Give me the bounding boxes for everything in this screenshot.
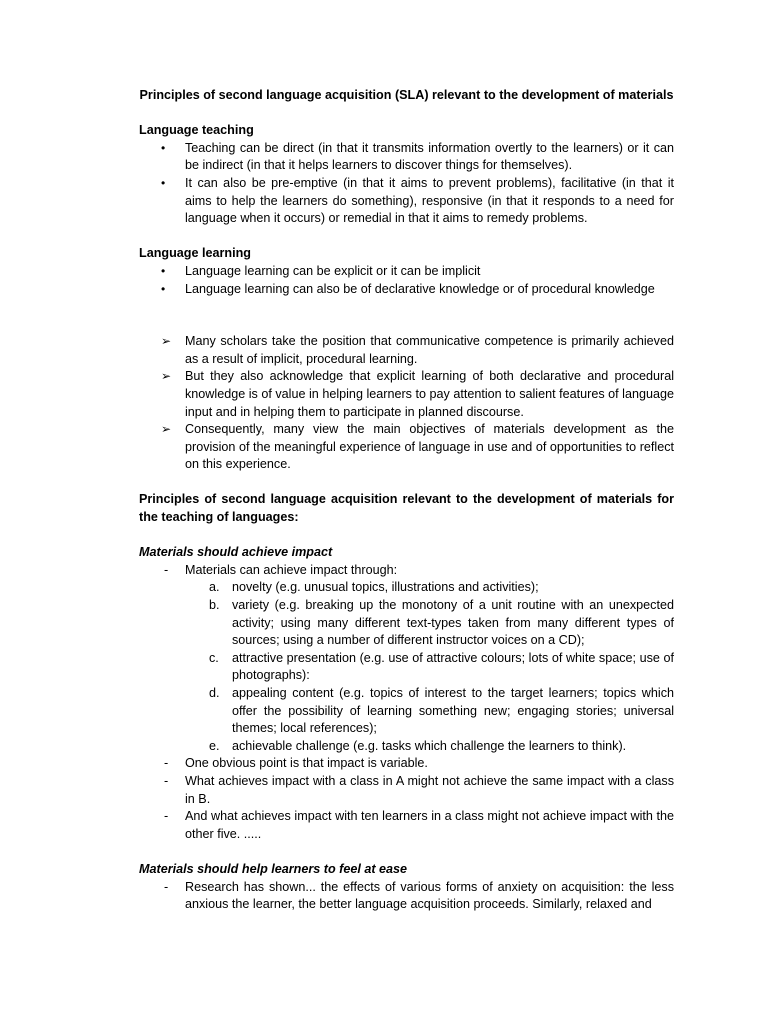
list-item: • Language learning can also be of declarative knowledge or of procedural knowledge <box>139 281 674 299</box>
dash-bullet: - <box>164 809 169 824</box>
impact-list <box>139 562 674 580</box>
bullet-icon: • <box>161 263 166 278</box>
arrow-bullet-icon: ➢ <box>161 369 172 384</box>
principles-heading: Principles of second language acquisition relevant to the development of materials for the teaching of languages: <box>139 492 674 525</box>
heading-language-teaching: Language teaching <box>139 123 254 138</box>
bullet-icon: • <box>161 140 166 155</box>
arrow-list <box>139 333 674 474</box>
impact-more-list <box>139 755 674 843</box>
list-item: b. variety (e.g. breaking up the monotony of a unit routine with an unexpected activity; using many different text-types taken from many different types of sources; using a number of different instructor voices on a CD); <box>209 598 674 648</box>
list-item: ➢ Many scholars take the position that communicative competence is primarily achieved as a result of implicit, procedural learning. <box>161 334 674 366</box>
document-title: Principles of second language acquisition (SLA) relevant to the development of materials <box>139 88 674 102</box>
bullet-icon: • <box>161 281 166 296</box>
heading-achieve-impact: Materials should achieve impact <box>139 545 333 560</box>
list-item: - Research has shown... the effects of various forms of anxiety on acquisition: the less anxious the learner, the better language acquisition proceeds. Similarly, relaxed and <box>164 879 674 912</box>
dash-bullet: - <box>164 562 169 577</box>
list-item: - What achieves impact with a class in A might not achieve the same impact with a class in B. <box>164 773 674 806</box>
dash-bullet: - <box>164 773 169 788</box>
list-item: c. attractive presentation (e.g. use of attractive colours; lots of white space; use of photographs): <box>209 650 674 683</box>
list-item: - One obvious point is that impact is variable. <box>139 755 674 773</box>
list-item: - Materials can achieve impact through: <box>139 562 674 580</box>
list-item: a. novelty (e.g. unusual topics, illustrations and activities); <box>209 580 539 595</box>
list-item: ➢ But they also acknowledge that explicit learning of both declarative and procedural knowledge is of value in helping learners to pay attention to salient features of language input and in helping them to participate in planned discourse. <box>161 369 674 419</box>
list-item: • It can also be pre-emptive (in that it aims to prevent problems), facilitative (in that it aims to help the learners do something), responsive (in that it responds to a need for language when it occurs) or remedial in that it aims to remedy problems. <box>161 175 674 226</box>
list-item: ➢ Consequently, many view the main objectives of materials development as the provision of the meaningful experience of language in use and of opportunities to reflect on this experience. <box>161 422 674 472</box>
heading-language-learning: Language learning <box>139 246 251 261</box>
list-item: e. achievable challenge (e.g. tasks which challenge the learners to think). <box>209 738 627 753</box>
list-item: d. appealing content (e.g. topics of interest to the target learners; topics which offer the possibility of learning something new; engaging stories; universal themes; local references); <box>209 686 674 736</box>
heading-feel-at-ease: Materials should help learners to feel at ease <box>139 861 408 876</box>
list-item: - And what achieves impact with ten learners in a class might not achieve impact with the other five. ..... <box>164 809 674 841</box>
bullet-icon: • <box>161 175 166 190</box>
ease-list <box>139 879 674 914</box>
list-item: • Language learning can be explicit or it can be implicit <box>139 263 674 281</box>
arrow-bullet-icon: ➢ <box>161 422 172 437</box>
list-item: • Teaching can be direct (in that it transmits information overtly to the learners) or it can be indirect (in that it helps learners to discover things for themselves). <box>161 140 674 173</box>
dash-bullet: - <box>164 756 169 771</box>
impact-sublist <box>139 579 674 755</box>
dash-bullet: - <box>164 879 169 894</box>
arrow-bullet-icon: ➢ <box>161 334 172 349</box>
teaching-list <box>139 140 674 228</box>
document-body <box>139 87 674 914</box>
learning-list <box>139 263 674 298</box>
